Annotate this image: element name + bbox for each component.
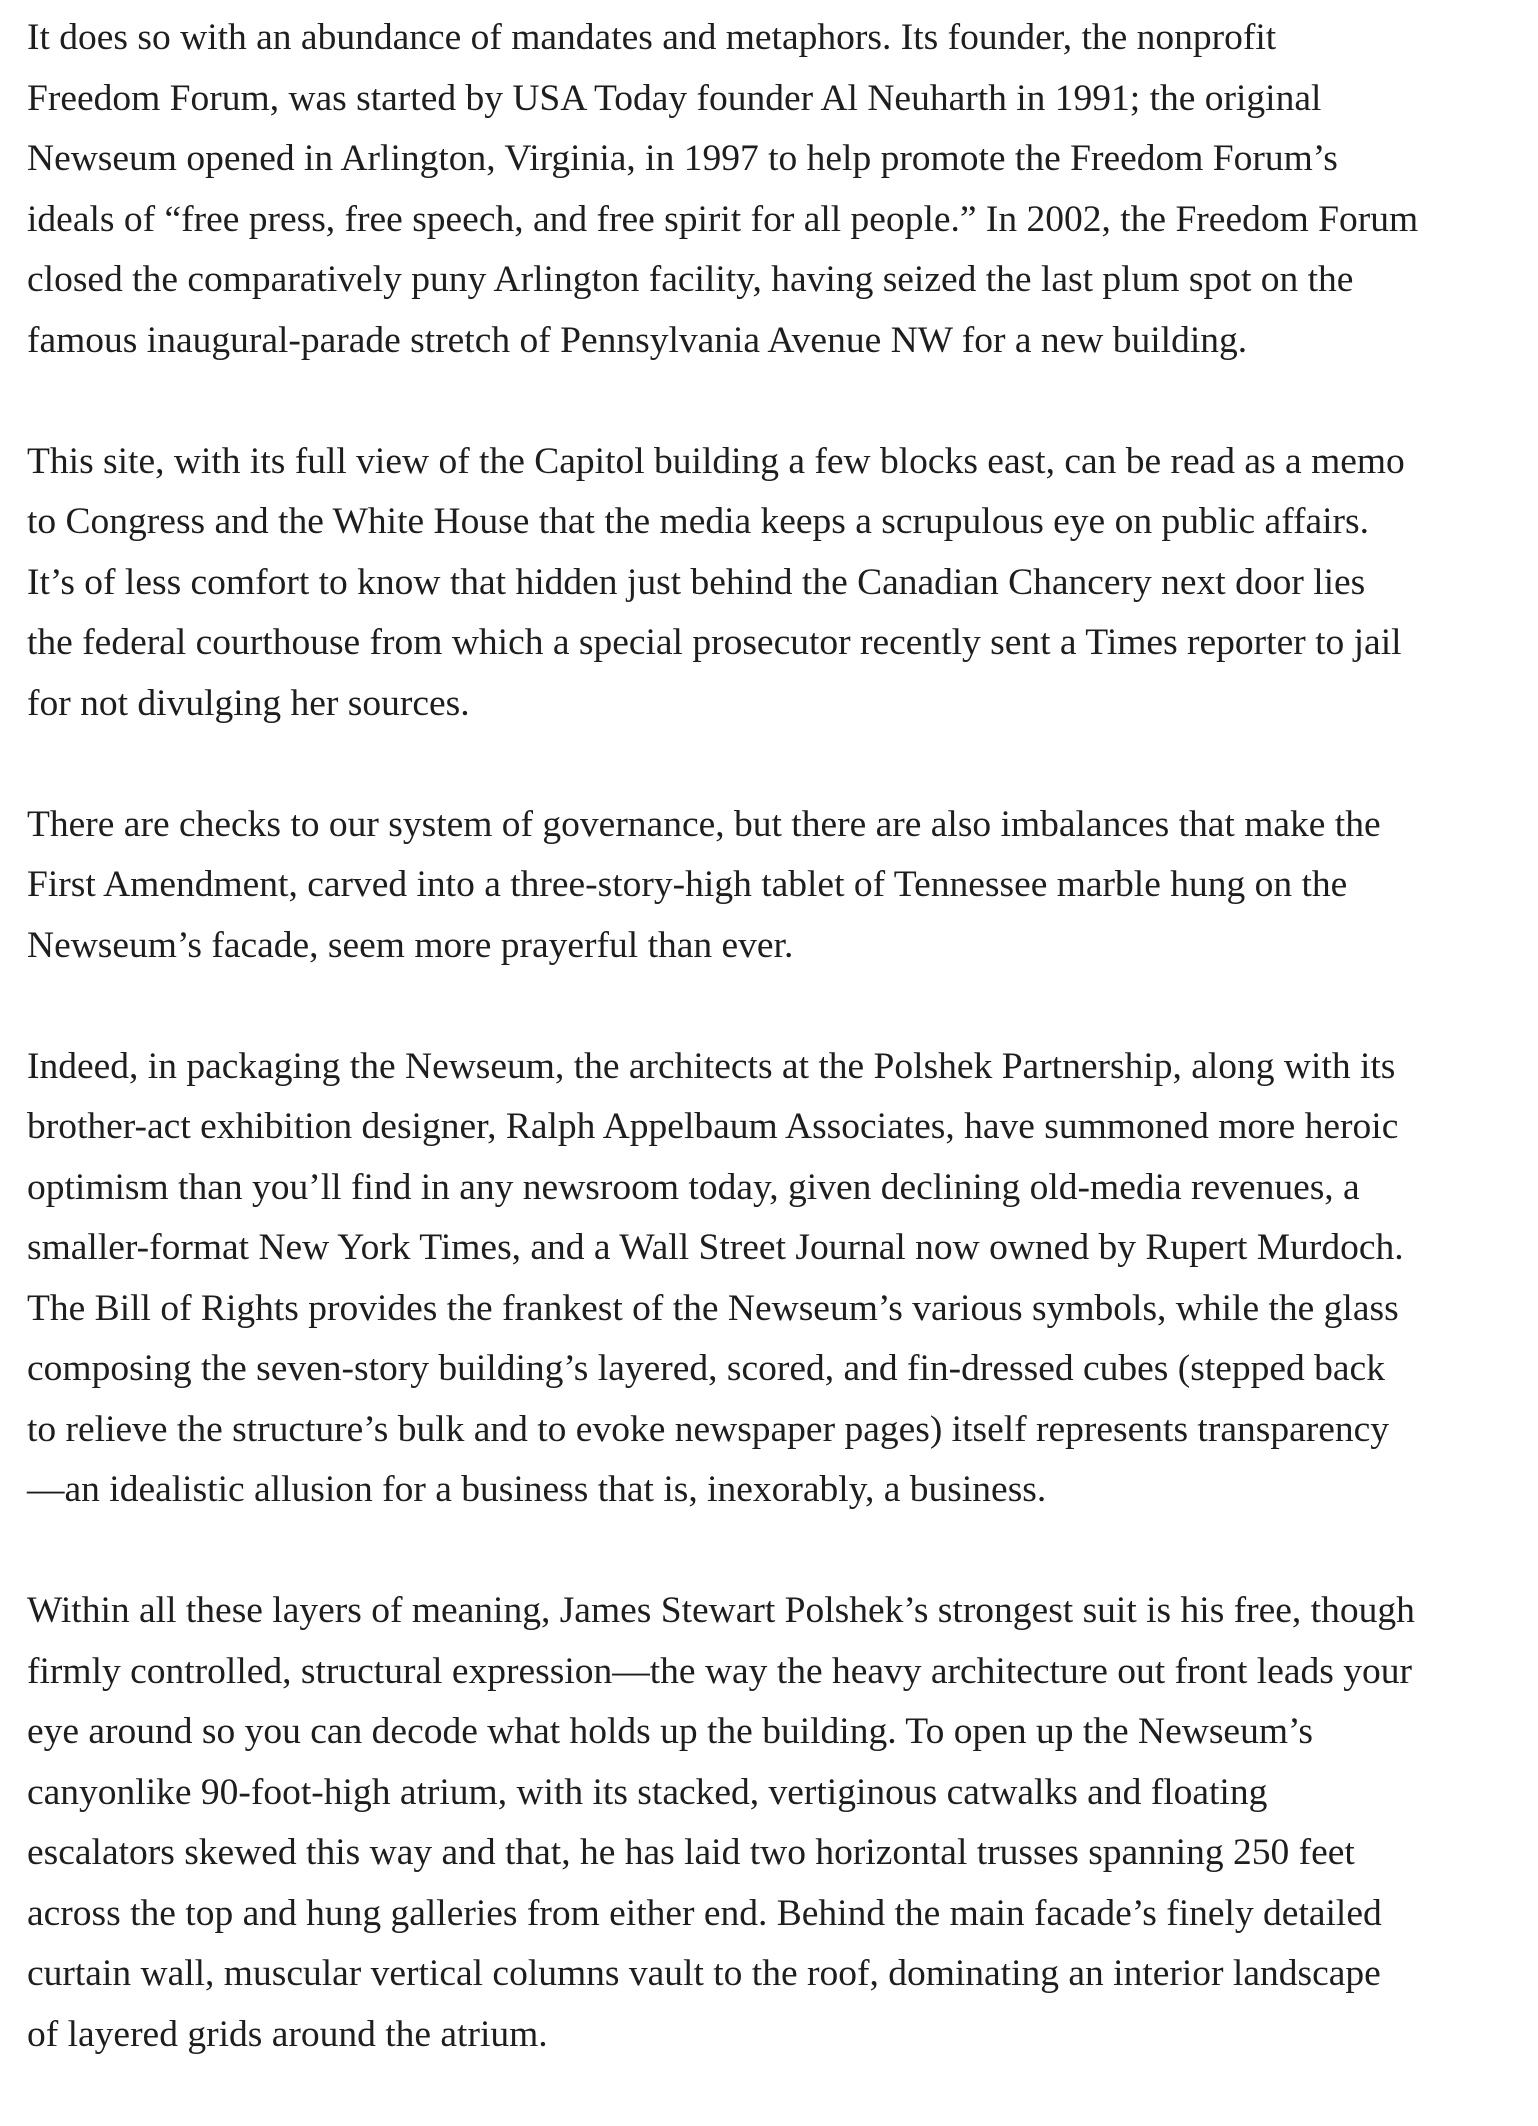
text-line: closed the comparatively puny Arlington facility, having seized the last plum spot on the (27, 259, 1354, 300)
text-line: It’s of less comfort to know that hidden just behind the Canadian Chancery next door lies (27, 561, 1366, 603)
paragraph-1 (27, 8, 1527, 371)
text-line: canyonlike 90-foot-high atrium, with its stacked, vertiginous catwalks and floating (27, 1771, 1268, 1813)
text-line: Indeed, in packaging the Newseum, the architects at the Polshek Partnership, along with its (27, 1045, 1396, 1087)
text-line: to relieve the structure’s bulk and to evoke newspaper pages) itself represents transparency (27, 1408, 1389, 1450)
paragraph-2 (27, 432, 1527, 735)
text-line: ideals of “free press, free speech, and free spirit for all people.” In 2002, the Freedom Forum (27, 198, 1419, 240)
paragraph-3 (27, 795, 1527, 977)
article-body (27, 8, 1527, 2126)
text-line: optimism than you’ll find in any newsroom today, given declining old-media revenues, a (27, 1166, 1360, 1208)
text-line: Newseum’s facade, seem more prayerful than ever. (27, 924, 794, 966)
text-line: The Bill of Rights provides the frankest of the Newseum’s various symbols, while the glass (27, 1287, 1399, 1329)
paragraph-5 (27, 1581, 1527, 2065)
text-line: escalators skewed this way and that, he has laid two horizontal trusses spanning 250 feet (27, 1832, 1355, 1873)
text-line: curtain wall, muscular vertical columns vault to the roof, dominating an interior landscape (27, 1953, 1381, 1994)
text-line: famous inaugural-parade stretch of Pennsylvania Avenue NW for a new building. (27, 319, 1248, 361)
text-line: Freedom Forum, was started by USA Today founder Al Neuharth in 1991; the original (27, 77, 1322, 119)
text-line: of layered grids around the atrium. (27, 2013, 548, 2055)
text-line: First Amendment, carved into a three-story-high tablet of Tennessee marble hung on the (27, 864, 1348, 905)
text-line: This site, with its full view of the Capitol building a few blocks east, can be read as a memo (27, 440, 1405, 482)
text-line: smaller-format New York Times, and a Wall Street Journal now owned by Rupert Murdoch. (27, 1227, 1404, 1268)
text-line: the federal courthouse from which a special prosecutor recently sent a Times reporter to jail (27, 622, 1402, 663)
text-line: Newseum opened in Arlington, Virginia, in 1997 to help promote the Freedom Forum’s (27, 138, 1338, 179)
text-line: —an idealistic allusion for a business that is, inexorably, a business. (27, 1469, 1047, 1510)
text-line: It does so with an abundance of mandates and metaphors. Its founder, the nonprofit (27, 17, 1277, 58)
paragraph-4 (27, 1037, 1527, 1521)
text-line: for not divulging her sources. (27, 682, 470, 724)
text-line: There are checks to our system of governance, but there are also imbalances that make the (27, 803, 1381, 845)
text-line: Within all these layers of meaning, James Stewart Polshek’s strongest suit is his free, though (27, 1590, 1415, 1631)
text-line: eye around so you can decode what holds up the building. To open up the Newseum’s (27, 1711, 1314, 1752)
text-line: composing the seven-story building’s layered, scored, and fin-dressed cubes (stepped back (27, 1348, 1385, 1389)
text-line: across the top and hung galleries from either end. Behind the main facade’s finely detailed (27, 1892, 1382, 1934)
text-line: firmly controlled, structural expression—the way the heavy architecture out front leads your (27, 1650, 1412, 1692)
text-line: brother-act exhibition designer, Ralph Appelbaum Associates, have summoned more heroic (27, 1106, 1399, 1147)
text-line: to Congress and the White House that the media keeps a scrupulous eye on public affairs. (27, 501, 1370, 542)
